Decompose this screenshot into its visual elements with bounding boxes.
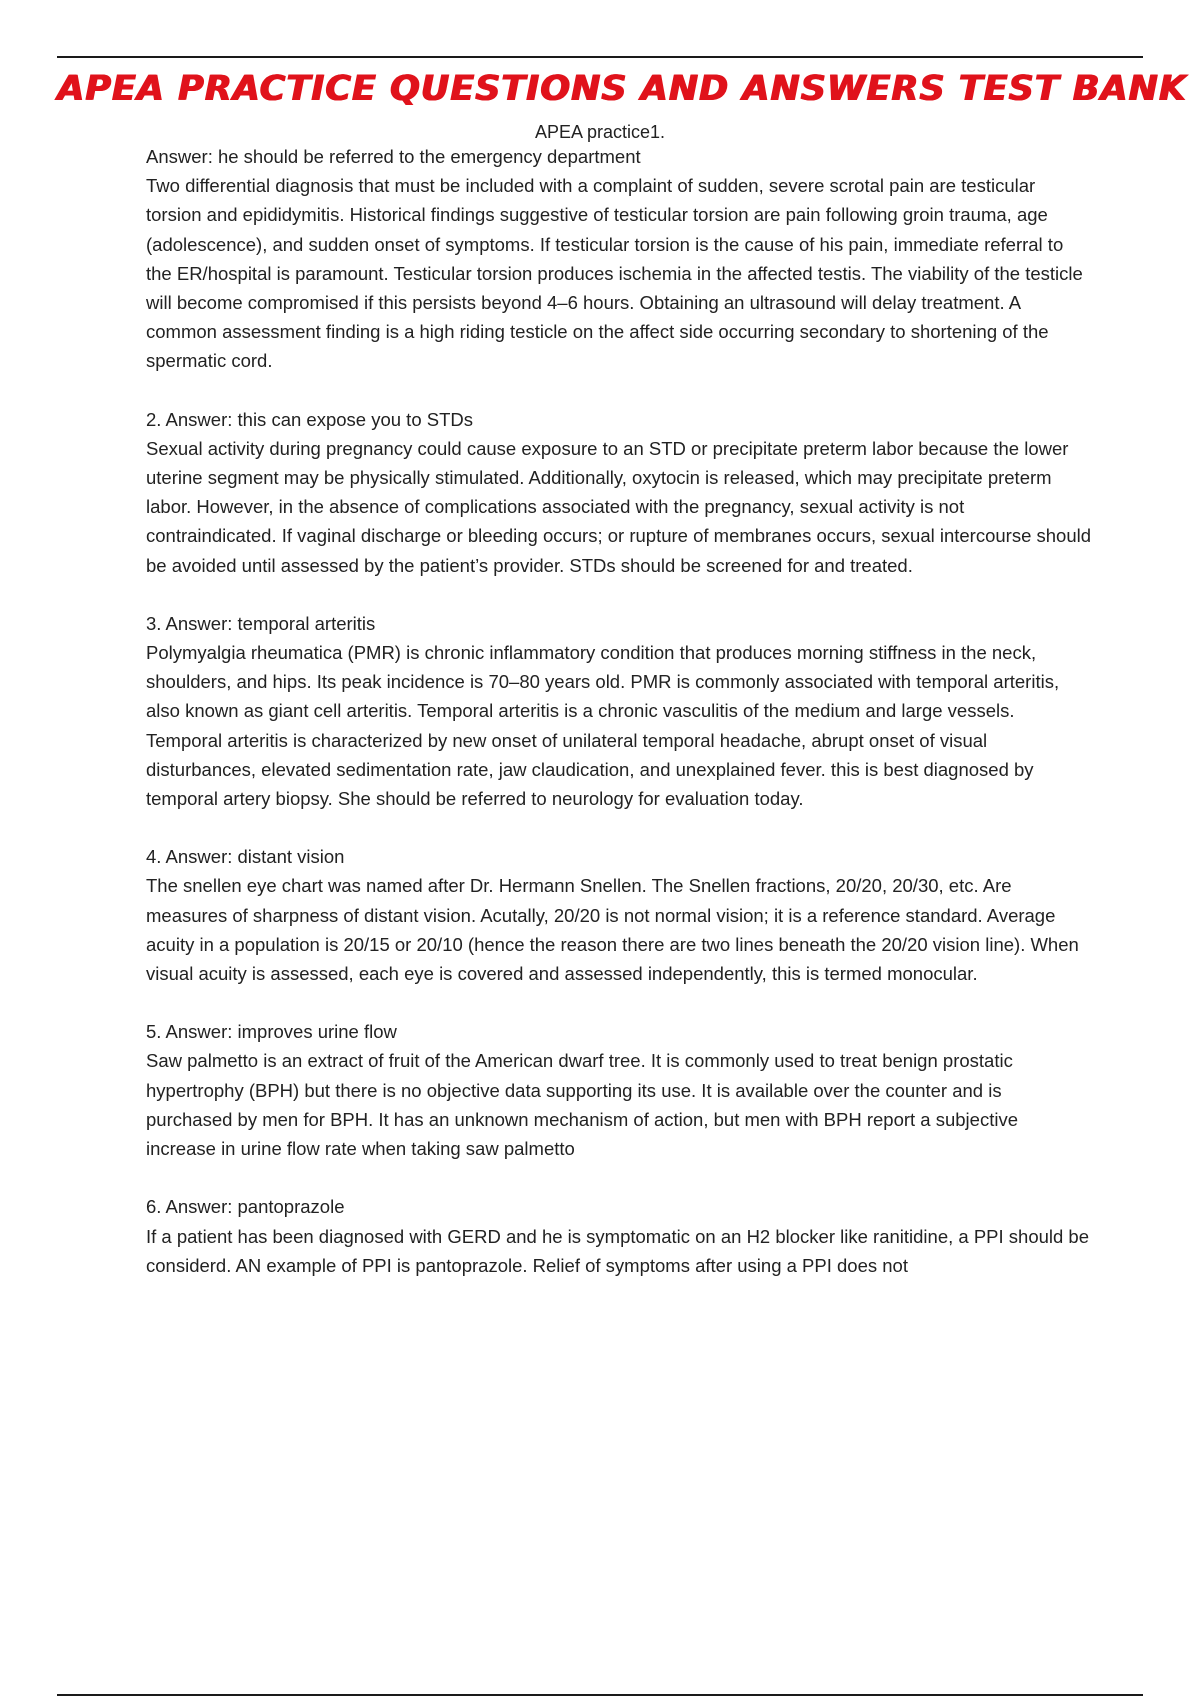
answers-body xyxy=(146,142,1092,1309)
explanation-text: The snellen eye chart was named after Dr. Hermann Snellen. The Snellen fractions, 20/20, 20/30, etc. Are measures of sharpness of distant vision. Acutally, 20/20 is not normal vision; it is a reference standard. Average acuity in a population is 20/15 or 20/10 (hence the reason there are two lines beneath the 20/20 vision line). When visual acuity is assessed, each eye is covered and assessed independently, this is termed monocular. xyxy=(146,875,1079,985)
explanation-text: Polymyalgia rheumatica (PMR) is chronic inflammatory condition that produces morning stiffness in the neck, shoulders, and hips. Its peak incidence is 70–80 years old. PMR is commonly associated with temporal arteritis, also known as giant cell arteritis. Temporal arteritis is a chronic vasculitis of the medium and large vessels. Temporal arteritis is characterized by new onset of unilateral temporal headache, abrupt onset of visual disturbances, elevated sedimentation rate, jaw claudication, and unexplained fever. this is best diagnosed by temporal artery biopsy. She should be referred to neurology for evaluation today. xyxy=(146,642,1060,810)
answer-line: 3. Answer: temporal arteritis xyxy=(146,612,376,634)
document-subtitle: APEA practice1. xyxy=(534,122,666,142)
answer-line: 6. Answer: pantoprazole xyxy=(146,1196,345,1218)
explanation-text: If a patient has been diagnosed with GERD and he is symptomatic on an H2 blocker like ranitidine, a PPI should be considerd. AN example of PPI is pantoprazole. Relief of symptoms after using a PPI does not xyxy=(146,1225,1090,1276)
answer-line: Answer: he should be referred to the emergency department xyxy=(146,146,641,167)
answer-block-5 xyxy=(146,1017,1092,1163)
answer-line: 5. Answer: improves urine flow xyxy=(146,1021,397,1043)
document-title: APEA PRACTICE QUESTIONS AND ANSWERS TEST BANK xyxy=(57,69,1187,109)
answer-block-1 xyxy=(146,142,1092,376)
answer-block-3 xyxy=(146,609,1092,813)
top-rule xyxy=(57,56,1143,58)
answer-block-2 xyxy=(146,405,1092,580)
explanation-text: Two differential diagnosis that must be included with a complaint of sudden, severe scrotal pain are testicular torsion and epididymitis. Historical findings suggestive of testicular torsion are pain following groin trauma, age (adolescence), and sudden onset of symptoms. If testicular torsion is the cause of his pain, immediate referral to the ER/hospital is paramount. Testicular torsion produces ischemia in the affected testis. The viability of the testicle will become compromised if this persists beyond 4–6 hours. Obtaining an ultrasound will delay treatment. A common assessment finding is a high riding testicle on the affect side occurring secondary to shortening of the spermatic cord. xyxy=(146,175,1083,372)
bottom-rule xyxy=(57,1694,1143,1696)
answer-line: 2. Answer: this can expose you to STDs xyxy=(146,408,473,430)
explanation-text: Saw palmetto is an extract of fruit of the American dwarf tree. It is commonly used to treat benign prostatic hypertrophy (BPH) but there is no objective data supporting its use. It is available over the counter and is purchased by men for BPH. It has an unknown mechanism of action, but men with BPH report a subjective increase in urine flow rate when taking saw palmetto xyxy=(146,1050,1018,1160)
answer-block-4 xyxy=(146,842,1092,988)
answer-block-6 xyxy=(146,1192,1092,1280)
explanation-text: Sexual activity during pregnancy could cause exposure to an STD or precipitate preterm labor because the lower uterine segment may be physically stimulated. Additionally, oxytocin is released, which may precipitate preterm labor. However, in the absence of complications associated with the pregnancy, sexual activity is not contraindicated. If vaginal discharge or bleeding occurs; or rupture of membranes occurs, sexual intercourse should be avoided until assessed by the patient’s provider. STDs should be screened for and treated. xyxy=(146,437,1092,576)
answer-line: 4. Answer: distant vision xyxy=(146,846,345,868)
